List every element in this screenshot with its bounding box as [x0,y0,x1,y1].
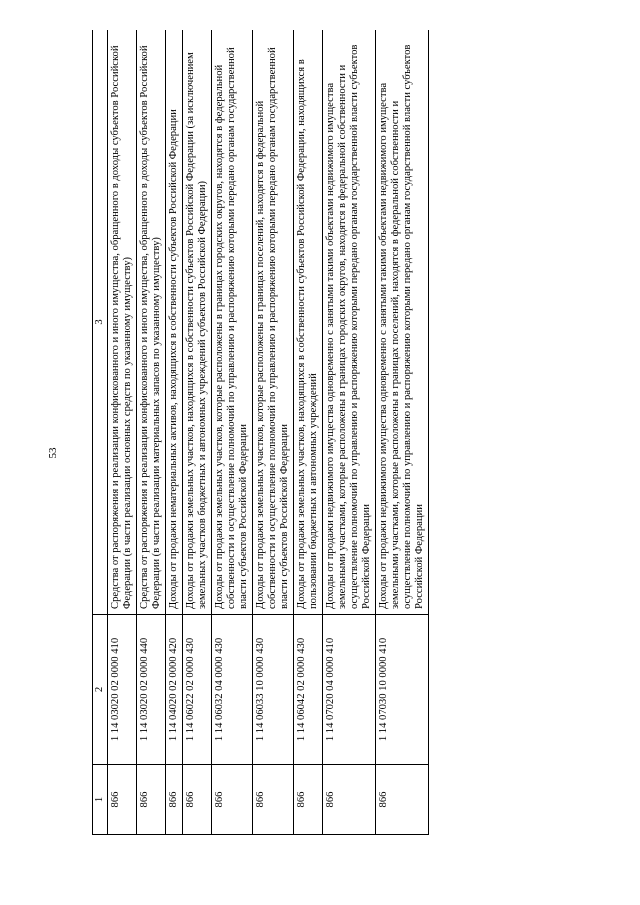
admin-code-cell: 866 [212,765,253,835]
table-row [137,30,166,835]
column-header-1: 1 [93,765,108,835]
description-cell: Доходы от продажи земельных участков, находящихся в собственности субъектов Российской Федерации (за исключением земельных участков бюджетных и автономных учреждений субъектов Российской Федерации) [183,30,212,615]
column-header-3: 3 [93,30,108,615]
revenue-code-cell: 1 14 06032 04 0000 430 [212,615,253,765]
description-cell: Доходы от продажи недвижимого имущества одновременно с занятыми такими объектами недвижимого имущества земельными участками, которые расположены в границах городских округов, находятся в федеральной собственности и осуществление полномочий по управлению и распоряжению которыми передано органам государственной власти субъектов Российской Федерации [323,30,376,615]
description-cell: Доходы от продажи нематериальных активов, находящихся в собственности субъектов Российской Федерации [166,30,183,615]
table-row [323,30,376,835]
admin-code-cell: 866 [108,765,137,835]
revenue-codes-table [92,30,429,835]
admin-code-cell: 866 [323,765,376,835]
revenue-code-cell: 1 14 06022 02 0000 430 [183,615,212,765]
admin-code-cell: 866 [253,765,294,835]
admin-code-cell: 866 [137,765,166,835]
revenue-code-cell: 1 14 06033 10 0000 430 [253,615,294,765]
description-cell: Доходы от продажи земельных участков, которые расположены в границах городских округов, находятся в федеральной собственности и осуществление полномочий по управлению и распоряжению которыми передано органам государственной власти субъектов Российской Федерации [212,30,253,615]
revenue-code-cell: 1 14 04020 02 0000 420 [166,615,183,765]
table-row [108,30,137,835]
revenue-code-cell: 1 14 07020 04 0000 410 [323,615,376,765]
page-number: 53 [47,447,59,459]
admin-code-cell: 866 [294,765,323,835]
document-page [92,30,607,835]
table-row [212,30,253,835]
table-row [183,30,212,835]
table-container [92,30,607,835]
table-row [166,30,183,835]
table-row [294,30,323,835]
revenue-code-cell: 1 14 03020 02 0000 440 [137,615,166,765]
admin-code-cell: 866 [376,765,429,835]
admin-code-cell: 866 [183,765,212,835]
table-header-row [93,30,108,835]
revenue-code-cell: 1 14 07030 10 0000 410 [376,615,429,765]
description-cell: Средства от распоряжения и реализации конфискованного и иного имущества, обращенного в доходы субъектов Российской Федерации (в части реализации основных средств по указанному имуществу) [108,30,137,615]
table-row [376,30,429,835]
description-cell: Доходы от продажи недвижимого имущества одновременно с занятыми такими объектами недвижимого имущества земельными участками, которые расположены в границах поселений, находятся в федеральной собственности и осуществление полномочий по управлению и распоряжению которыми передано органам государственной власти субъектов Российской Федерации [376,30,429,615]
description-cell: Средства от распоряжения и реализации конфискованного и иного имущества, обращенного в доходы субъектов Российской Федерации (в части реализации материальных запасов по указанному имуществу) [137,30,166,615]
description-cell: Доходы от продажи земельных участков, которые расположены в границах поселений, находятся в федеральной собственности и осуществление полномочий по управлению и распоряжению которыми передано органам государственной власти субъектов Российской Федерации [253,30,294,615]
admin-code-cell: 866 [166,765,183,835]
revenue-code-cell: 1 14 03020 02 0000 410 [108,615,137,765]
column-header-2: 2 [93,615,108,765]
description-cell: Доходы от продажи земельных участков, находящихся в собственности субъектов Российской Федерации, находящихся в пользовании бюджетных и автономных учреждений [294,30,323,615]
table-row [253,30,294,835]
revenue-code-cell: 1 14 06042 02 0000 430 [294,615,323,765]
